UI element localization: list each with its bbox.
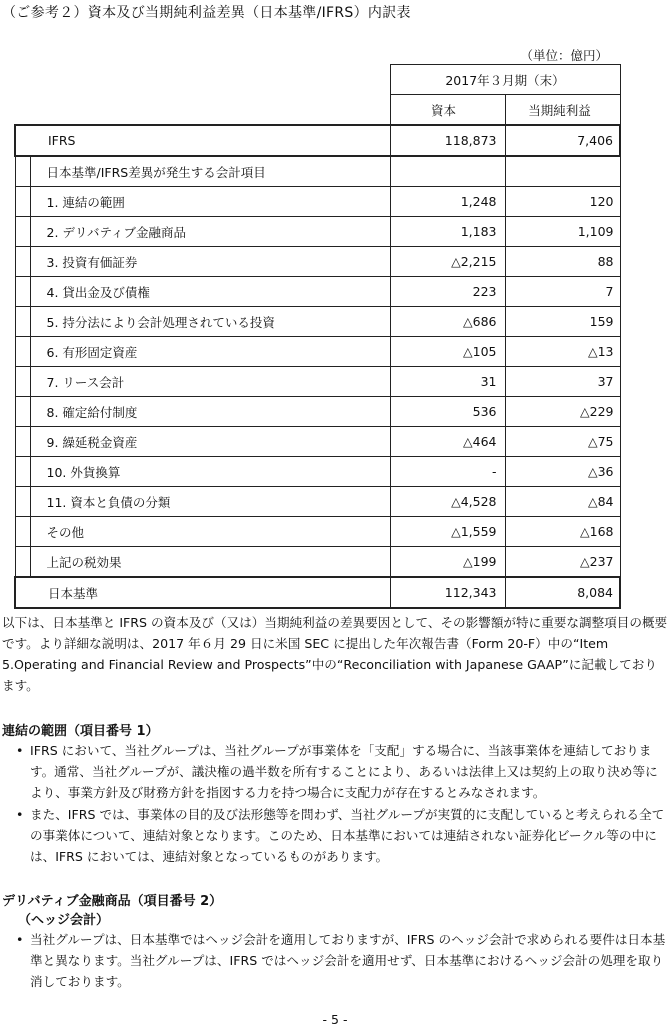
row-label: 6. 有形固定資産 xyxy=(30,337,390,366)
capital-value: △4,528 xyxy=(390,487,505,517)
net-income-value: △13 xyxy=(505,337,620,367)
unit-note: （単位：億円） xyxy=(520,48,608,63)
table-header-columns xyxy=(15,95,620,126)
bullet-icon: • xyxy=(16,932,24,947)
net-income-value: 120 xyxy=(505,187,620,217)
table-row xyxy=(15,487,620,517)
capital-value: △1,559 xyxy=(390,517,505,547)
bullet-text: 当社グループは、日本基準ではヘッジ会計を適用しておりますが、IFRS のヘッジ会計で求められる要件は日本基準と異なります。当社グループは、IFRS ではヘッジ会計を適用せず、日本基準におけるヘッジ会計の処理を取り消しております。 xyxy=(30,932,666,989)
row-label: 1. 連結の範囲 xyxy=(30,187,390,216)
capital-value: △199 xyxy=(390,547,505,578)
row-label: 10. 外貨換算 xyxy=(30,457,390,486)
column-header-net-income: 当期純利益 xyxy=(505,95,620,126)
capital-value: 1,183 xyxy=(390,217,505,247)
table-row xyxy=(15,517,620,547)
page-number: - 5 - xyxy=(322,1012,348,1027)
row-label: 2. デリバティブ金融商品 xyxy=(30,217,390,246)
net-income-value: 7,406 xyxy=(505,125,620,156)
net-income-value: △75 xyxy=(505,427,620,457)
table-row xyxy=(15,367,620,397)
table-row xyxy=(15,427,620,457)
row-label: 9. 繰延税金資産 xyxy=(30,427,390,456)
row-label: その他 xyxy=(30,517,390,546)
table-row xyxy=(15,397,620,427)
capital-value: 536 xyxy=(390,397,505,427)
row-label: 日本基準 xyxy=(48,585,99,601)
bullet-item xyxy=(16,929,668,992)
bullet-item xyxy=(16,804,668,867)
capital-value: 118,873 xyxy=(390,125,505,156)
reconciliation-table xyxy=(14,64,621,609)
table-row xyxy=(15,277,620,307)
net-income-value: 1,109 xyxy=(505,217,620,247)
section-label: 日本基準/IFRS差異が発生する会計項目 xyxy=(30,157,390,186)
table-row xyxy=(15,307,620,337)
row-label: 3. 投資有価証券 xyxy=(30,247,390,276)
net-income-value: 37 xyxy=(505,367,620,397)
net-income-value: 8,084 xyxy=(505,577,620,608)
row-label: 8. 確定給付制度 xyxy=(30,397,390,426)
bullet-text: また、IFRS では、事業体の目的及び法形態等を問わず、当社グループが実質的に支配していると考えられる全ての事業体について、連結対象となります。このため、日本基準においては連結されない証券化ビークル等の中には、IFRS においては、連結対象となっているものがあります。 xyxy=(30,807,665,864)
capital-value: 223 xyxy=(390,277,505,307)
net-income-value: △36 xyxy=(505,457,620,487)
jgaap-row xyxy=(15,577,620,608)
page-title: （ご参考２）資本及び当期純利益差異（日本基準/IFRS）内訳表 xyxy=(2,5,411,21)
net-income-value: △229 xyxy=(505,397,620,427)
capital-value: 1,248 xyxy=(390,187,505,217)
net-income-value: 7 xyxy=(505,277,620,307)
capital-value: 31 xyxy=(390,367,505,397)
row-label: 4. 貸出金及び債権 xyxy=(30,277,390,306)
table-header-period xyxy=(15,65,620,95)
column-header-capital: 資本 xyxy=(390,95,505,126)
capital-value: 112,343 xyxy=(390,577,505,608)
intro-paragraph: 以下は、日本基準と IFRS の資本及び（又は）当期純利益の差異要因として、その影響額が特に重要な調整項目の概要です。より詳細な説明は、2017 年６月 29 日に米国 SEC に提出した年次報告書（Form 20-F）中の“Item 5.Operating and Financial Review and Prospects”中の“Reconciliation with Japanese GAAP”に記載しております。 xyxy=(2,615,668,693)
period-header: 2017年３月期（末） xyxy=(390,65,620,95)
capital-value: △2,215 xyxy=(390,247,505,277)
row-label: IFRS xyxy=(48,133,76,148)
row-label: 7. リース会計 xyxy=(30,367,390,396)
net-income-value: 88 xyxy=(505,247,620,277)
section-subheading-hedge: （ヘッジ会計） xyxy=(18,913,110,928)
capital-value: △464 xyxy=(390,427,505,457)
net-income-value: 159 xyxy=(505,307,620,337)
row-label: 5. 持分法により会計処理されている投資 xyxy=(30,307,390,336)
table-row xyxy=(15,217,620,247)
section-heading-derivatives: デリバティブ金融商品（項目番号 2） xyxy=(2,894,223,909)
row-label: 上記の税効果 xyxy=(30,547,390,576)
table-row xyxy=(15,187,620,217)
table-row xyxy=(15,337,620,367)
capital-value: △686 xyxy=(390,307,505,337)
capital-value: △105 xyxy=(390,337,505,367)
bullet-text: IFRS において、当社グループは、当社グループが事業体を「支配」する場合に、当該事業体を連結しております。通常、当社グループが、議決権の過半数を所有することにより、あるいは法律上又は契約上の取り決め等により、事業方針及び財務方針を指図する力を持つ場合に支配力が存在するとみなされます。 xyxy=(30,743,658,800)
net-income-value: △84 xyxy=(505,487,620,517)
table-row xyxy=(15,547,620,578)
net-income-value: △168 xyxy=(505,517,620,547)
bullet-icon: • xyxy=(16,743,24,758)
capital-value: - xyxy=(390,457,505,487)
table-row xyxy=(15,247,620,277)
section-heading-consolidation: 連結の範囲（項目番号 1） xyxy=(2,724,159,739)
section-row xyxy=(15,156,620,187)
ifrs-row xyxy=(15,125,620,156)
bullet-icon: • xyxy=(16,807,24,822)
net-income-value: △237 xyxy=(505,547,620,578)
bullet-item xyxy=(16,740,668,803)
row-label: 11. 資本と負債の分類 xyxy=(30,487,390,516)
table-row xyxy=(15,457,620,487)
